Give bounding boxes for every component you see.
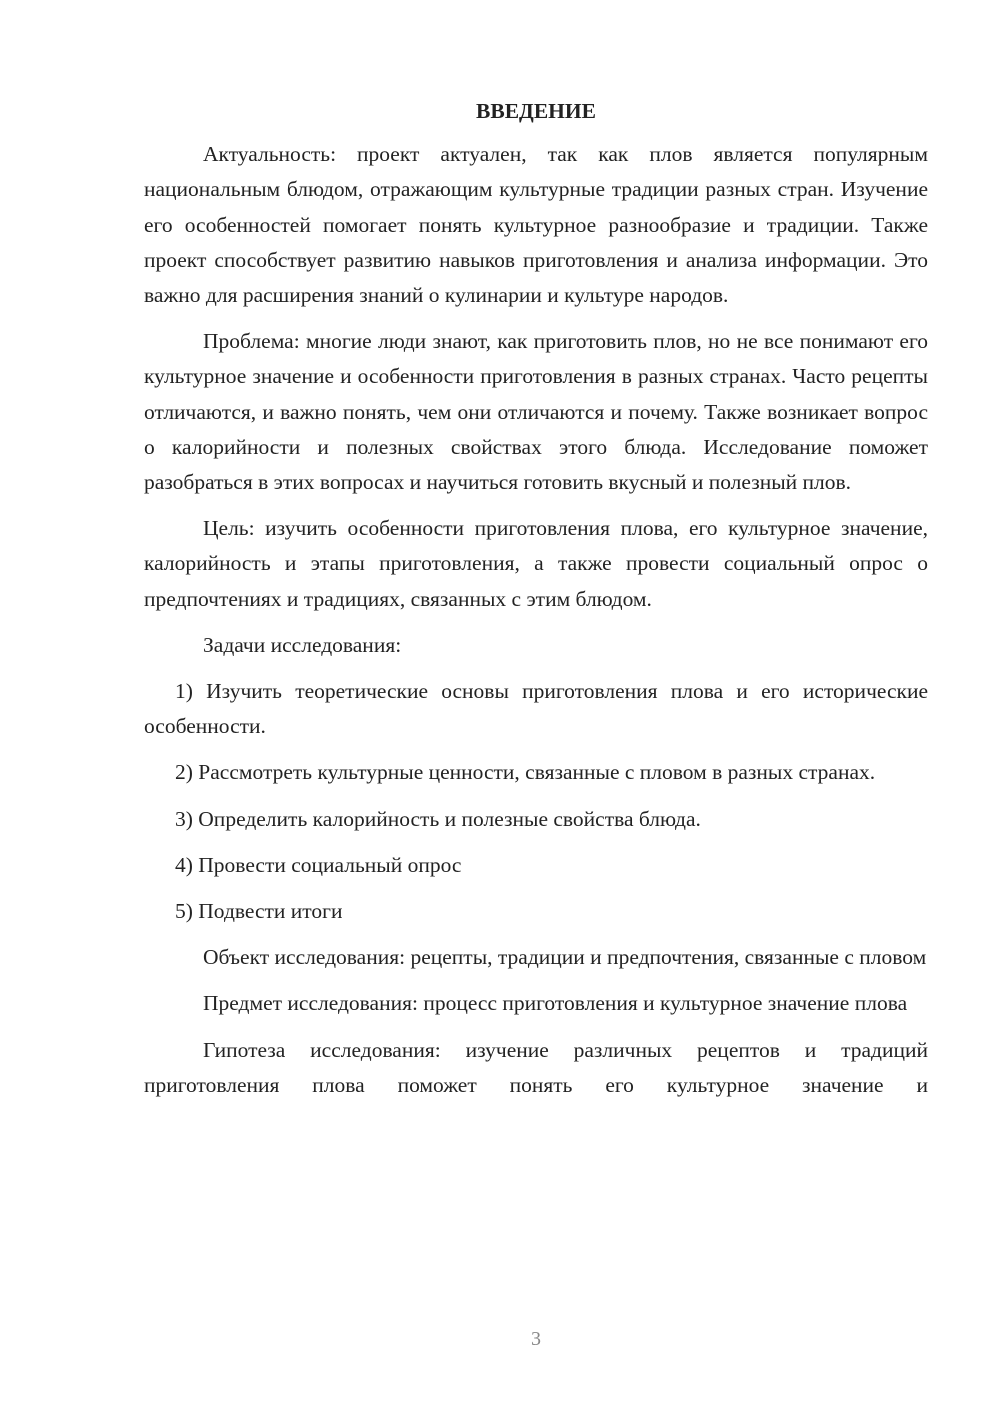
- task-item-4: 4) Провести социальный опрос: [175, 852, 462, 877]
- page-number: 3: [531, 1328, 541, 1350]
- task-item-5: 5) Подвести итоги: [175, 899, 343, 924]
- section-title: ВВЕДЕНИЕ: [476, 99, 596, 123]
- hypothesis-paragraph: Гипотеза исследования: изучение различных рецептов и традиций приготовления плова поможет понять его культурное значение и: [144, 1037, 928, 1097]
- problem-paragraph: Проблема: многие люди знают, как приготовить плов, но не все понимают его культурное значение и особенности приготовления в разных странах. Часто рецепты отличаются, и важно понять, чем они отличаются и почему. Также возникает вопрос о калорийности и полезных свойствах этого блюда. Исследование поможет разобраться в этих вопросах и научиться готовить вкусный и полезный плов.: [144, 329, 928, 495]
- object-paragraph: Объект исследования: рецепты, традиции и предпочтения, связанные с пловом: [203, 945, 927, 970]
- goal-paragraph: Цель: изучить особенности приготовления плова, его культурное значение, калорийность и этапы приготовления, а также провести социальный опрос о предпочтениях и традициях, связанных с этим блюдом.: [144, 516, 928, 611]
- tasks-heading: Задачи исследования:: [203, 632, 402, 657]
- subject-paragraph: Предмет исследования: процесс приготовления и культурное значение плова: [203, 991, 908, 1016]
- task-item-1: 1) Изучить теоретические основы приготовления плова и его исторические особенности.: [144, 679, 928, 739]
- relevance-paragraph: Актуальность: проект актуален, так как плов является популярным национальным блюдом, отражающим культурные традиции разных стран. Изучение его особенностей помогает понять культурное разнообразие и традиции. Также проект способствует развитию навыков приготовления и анализа информации. Это важно для расширения знаний о кулинарии и культуре народов.: [144, 142, 928, 308]
- task-item-3: 3) Определить калорийность и полезные свойства блюда.: [175, 806, 701, 831]
- document-body: [144, 94, 928, 1114]
- task-item-2: 2) Рассмотреть культурные ценности, связанные с пловом в разных странах.: [175, 760, 876, 785]
